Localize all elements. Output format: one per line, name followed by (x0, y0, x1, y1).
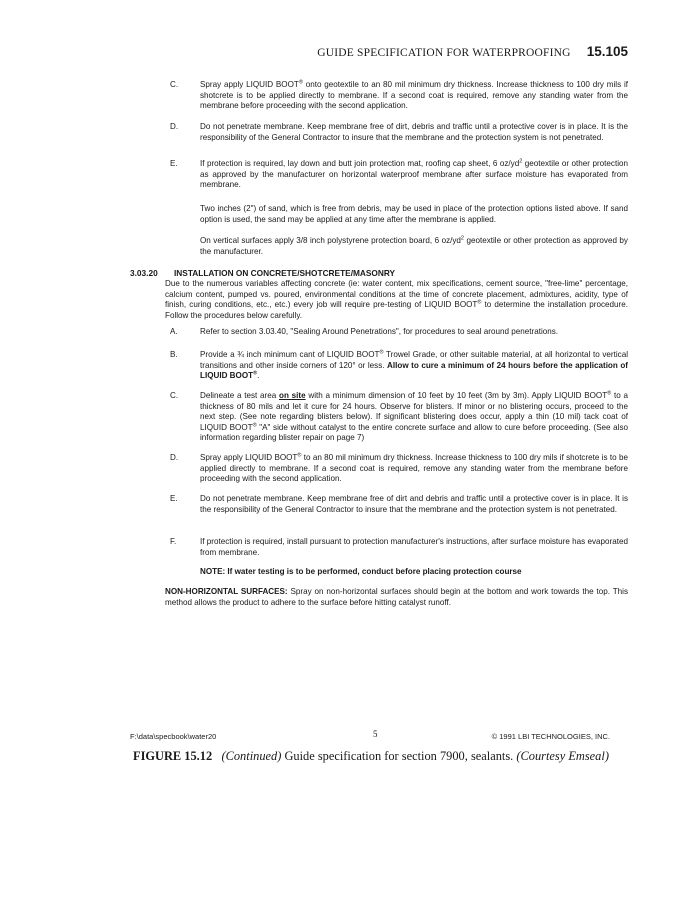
item-letter: C. (170, 80, 179, 89)
figure-caption (133, 749, 609, 764)
item-text: Provide a ¾ inch minimum cant of LIQUID BOOT® Trowel Grade, or other suitable material, at all horizontal to vertical transitions and other inside corners of 120° or less. Allow to cure a minimum of 24 hours before the application of LIQUID BOOT®. (200, 349, 628, 380)
item-text: Refer to section 3.03.40, "Sealing Around Penetrations", for procedures to seal around penetrations. (200, 327, 559, 336)
header-number: 15.105 (586, 44, 628, 59)
file-path: F:\data\specbook\water20 (130, 732, 217, 741)
item-letter: D. (170, 122, 179, 131)
caption-continued: (Continued) (221, 749, 282, 763)
non-horizontal-label: NON-HORIZONTAL SURFACES: (165, 587, 288, 596)
item-text: If protection is required, install pursuant to protection manufacturer's instructions, after surface moisture has evaporated from membrane. (200, 537, 628, 557)
non-horizontal-paragraph: NON-HORIZONTAL SURFACES: Spray on non-horizontal surfaces should begin at the bottom and work towards the top. This method allows the product to adhere to the surface before hitting catalyst runoff. (165, 587, 628, 607)
vertical-protection-paragraph: On vertical surfaces apply 3/8 inch polystyrene protection board, 6 $oz/yd^2$ geotextile or other protection as approved by the manufacturer. (200, 235, 628, 256)
caption-courtesy: (Courtesy Emseal) (516, 749, 609, 763)
section-number: 3.03.20 (130, 268, 158, 278)
figure-label: FIGURE 15.12 (133, 749, 213, 763)
water-testing-note: NOTE: If water testing is to be performed, conduct before placing protection course (200, 567, 522, 576)
item-text: Delineate a test area on site with a minimum dimension of 10 feet by 10 feet (3m by 3m). Apply LIQUID BOOT® to a thickness of 80 mils and let it cure for 24 hours. Observe for blisters. If minor or no blistering occurs, proceed to the next step. (See note regarding blisters below). If significant blistering does occur, apply a thin (10 mil) tack coat of LIQUID BOOT® "A" side without catalyst to the entire concrete surface and allow to cure before proceeding. (See also information regarding blister repair on page 7) (200, 390, 628, 442)
item-text: Do not penetrate membrane. Keep membrane free of dirt, debris and traffic until a protective cover is in place. It is the responsibility of the General Contractor to insure that the membrane and the protection system is not penetrated. (200, 122, 628, 142)
sand-option-paragraph: Two inches (2") of sand, which is free from debris, may be used in place of the protection options listed above. If sand option is used, the sand may be applied at any time after the membrane is applied. (200, 204, 628, 224)
item-letter: D. (170, 453, 179, 462)
page-number: 5 (373, 729, 378, 739)
item-text: Spray apply LIQUID BOOT® onto geotextile to an 80 mil minimum dry thickness. Increase thickness to 100 dry mils if shotcrete is to be applied directly to membrane. If a second coat is required, remove any standing water from the membrane before proceeding with the second application. (200, 79, 628, 110)
item-letter: E. (170, 159, 178, 168)
item-text: If protection is required, lay down and butt join protection mat, roofing cap sheet, 6 $oz/yd^2$ geotextile or other protection as approved by the manufacturer on horizontal waterproof membrane after surface moisture has evaporated from membrane. (200, 158, 628, 189)
section-heading (130, 268, 395, 278)
item-letter: E. (170, 494, 178, 503)
item-letter: C. (170, 391, 179, 400)
caption-text: Guide specification for section 7900, sealants. (281, 749, 517, 763)
copyright: © 1991 LBI TECHNOLOGIES, INC. (491, 732, 610, 741)
item-letter: A. (170, 327, 178, 336)
header-title: GUIDE SPECIFICATION FOR WATERPROOFING (317, 47, 571, 59)
item-text: Do not penetrate membrane. Keep membrane free of dirt and debris and traffic until a protective cover is in place. It is the responsibility of the General Contractor to insure that the membrane and the protection system is not penetrated. (200, 494, 628, 514)
item-letter: B. (170, 350, 178, 359)
item-letter: F. (170, 537, 177, 546)
running-header (0, 44, 628, 59)
item-text: Spray apply LIQUID BOOT® to an 80 mil minimum dry thickness. Increase thickness to 100 dry mils if shotcrete is to be applied directly to membrane. If a second coat is required, remove any standing water from the membrane before proceeding with the second application. (200, 452, 628, 483)
section-title: INSTALLATION ON CONCRETE/SHOTCRETE/MASONRY (174, 268, 396, 278)
section-intro: Due to the numerous variables affecting concrete (ie: water content, mix specifications, cement source, "free-lime" percentage, calcium content, pumped vs. poured, environmental conditions at the time of concrete placement, admixtures, acidity, type of finish, curing conditions, etc., etc.) every job will require pre-testing of LIQUID BOOT® to determine the installation procedure. Follow the procedures below carefully. (165, 279, 628, 320)
